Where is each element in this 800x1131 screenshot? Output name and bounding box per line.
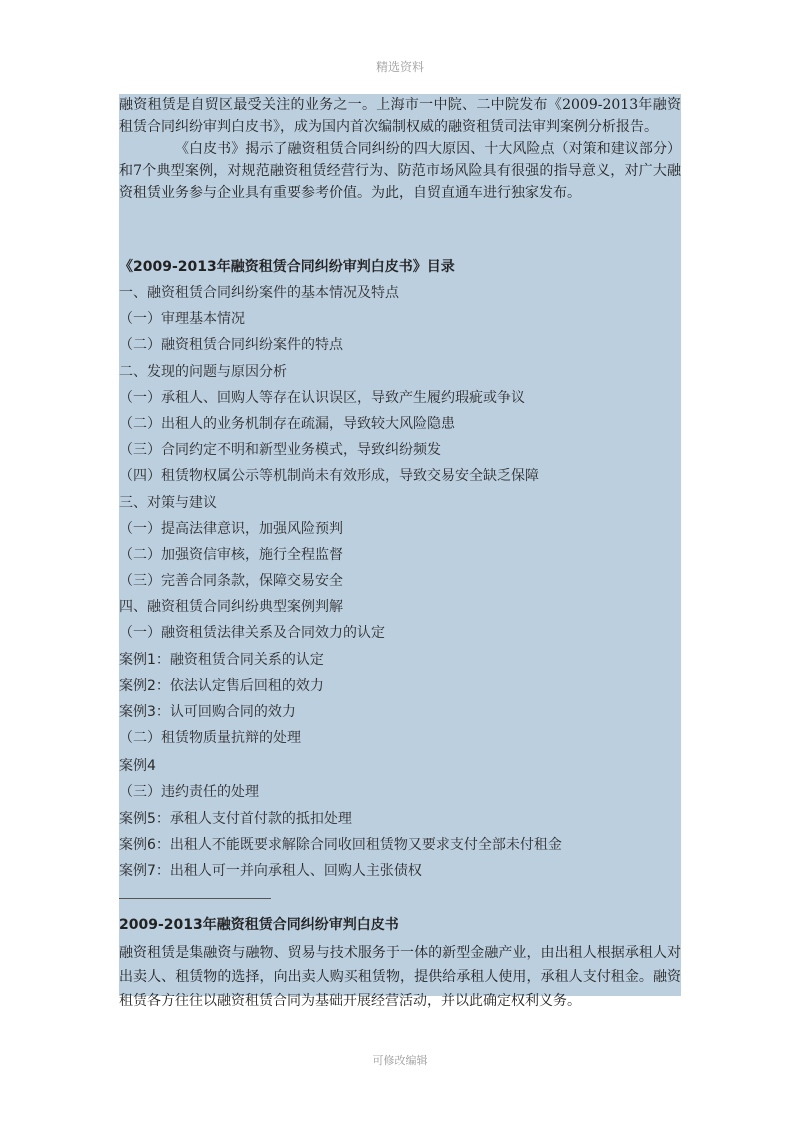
toc-item: （二）租赁物质量抗辩的处理 [119, 730, 301, 747]
section-body: 融资租赁是集融资与融物、贸易与技术服务于一体的新型金融产业，由出租人根据承租人对出卖人、租赁物的选择，向出卖人购买租赁物，提供给承租人使用，承租人支付租金。融资租赁各方往往以融资租赁合同为基础开展经营活动，并以此确定权利义务。 [119, 945, 681, 1010]
toc-item: （一）融资租赁法律关系及合同效力的认定 [119, 625, 385, 642]
toc-item: 案例3：认可回购合同的效力 [119, 704, 296, 720]
section-title: 2009-2013年融资租赁合同纠纷审判白皮书 [119, 917, 399, 934]
toc-item: 案例6：出租人不能既要求解除合同收回租赁物又要求支付全部未付租金 [119, 836, 562, 853]
toc-item: 案例7：出租人可一并向承租人、回购人主张债权 [119, 862, 422, 879]
intro-paragraph-2: 《白皮书》揭示了融资租赁合同纠纷的四大原因、十大风险点（对策和建议部分）和7个典型案例，对规范融资租赁经营行为、防范市场风险具有很强的指导意义，对广大融资租赁业务参与企业具有重要参考价值。为此，自贸直通车进行独家发布。 [119, 141, 681, 201]
toc-item: （三）违约责任的处理 [119, 784, 259, 801]
document-body [119, 94, 681, 1010]
table-of-contents [119, 280, 681, 884]
page-footer: 可修改编辑 [372, 1054, 428, 1067]
toc-item: （一）审理基本情况 [119, 311, 245, 328]
toc-item: 案例2：依法认定售后回租的效力 [119, 677, 324, 694]
toc-item: 一、融资租赁合同纠纷案件的基本情况及特点 [119, 285, 399, 301]
toc-item: （三）合同约定不明和新型业务模式，导致纠纷频发 [119, 442, 441, 459]
toc-item: （一）提高法律意识，加强风险预判 [119, 520, 343, 537]
toc-item: （三）完善合同条款，保障交易安全 [119, 573, 343, 590]
toc-item: 二、发现的问题与原因分析 [119, 363, 287, 380]
toc-item: 案例5：承租人支付首付款的抵扣处理 [119, 810, 352, 827]
spacer [119, 204, 681, 254]
toc-item: （二）融资租赁合同纠纷案件的特点 [119, 337, 343, 354]
intro-paragraph-1: 融资租赁是自贸区最受关注的业务之一。上海市一中院、二中院发布《2009-2013年融资租赁合同纠纷审判白皮书》，成为国内首次编制权威的融资租赁司法审判案例分析报告。 [119, 97, 681, 135]
toc-item: 四、融资租赁合同纠纷典型案例判解 [119, 599, 343, 616]
toc-title: 《2009-2013年融资租赁合同纠纷审判白皮书》目录 [119, 259, 455, 275]
toc-item: （二）出租人的业务机制存在疏漏，导致较大风险隐患 [119, 415, 455, 432]
section-divider [119, 898, 271, 899]
toc-item: 三、对策与建议 [119, 494, 217, 511]
page-header: 精选资料 [375, 60, 424, 74]
toc-item: （二）加强资信审核，施行全程监督 [119, 546, 343, 563]
toc-item: 案例4 [119, 758, 156, 775]
toc-item: 案例1：融资租赁合同关系的认定 [119, 651, 324, 668]
toc-item: （一）承租人、回购人等存在认识误区，导致产生履约瑕疵或争议 [119, 389, 525, 406]
toc-item: （四）租赁物权属公示等机制尚未有效形成，导致交易安全缺乏保障 [119, 468, 539, 485]
